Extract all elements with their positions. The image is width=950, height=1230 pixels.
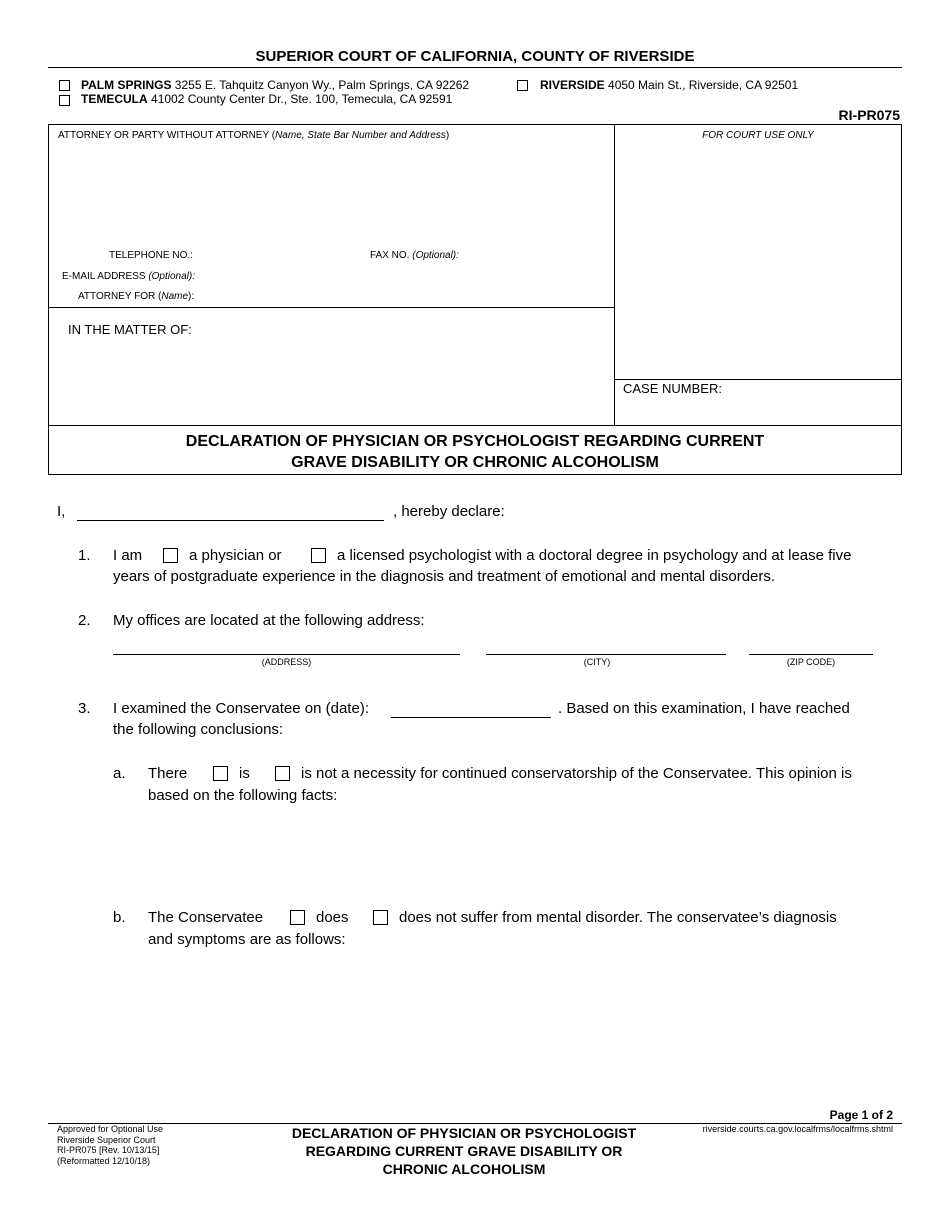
conservatee-label: The Conservatee (148, 909, 264, 926)
is-not-necessity-checkbox[interactable] (275, 766, 290, 781)
palm-springs-location (81, 78, 469, 92)
city-field[interactable] (486, 654, 726, 655)
physician-label: a physician or (189, 547, 282, 564)
email-optional: (Optional): (148, 271, 196, 282)
court-use-label: FOR COURT USE ONLY (702, 130, 814, 141)
matter-of-label: IN THE MATTER OF: (68, 322, 192, 337)
form-title-line2: GRAVE DISABILITY OR CHRONIC ALCOHOLISM (291, 454, 659, 471)
zip-field[interactable] (749, 654, 873, 655)
footer-title-line: CHRONIC ALCOHOLISM (382, 1161, 546, 1177)
does-label: does (316, 909, 349, 926)
exam-conclusion-text: . Based on this examination, I have reached (558, 700, 850, 717)
page-number: Page 1 of 2 (829, 1108, 893, 1122)
attorney-for-text: ATTORNEY FOR ( (78, 291, 162, 302)
item-number: 3. (78, 700, 91, 717)
sub-item-letter: b. (113, 909, 126, 926)
item1-continuation: years of postgraduate experience in the diagnosis and treatment of emotional and mental disorders. (113, 568, 776, 585)
temecula-location (81, 92, 452, 106)
physician-checkbox[interactable] (163, 548, 178, 563)
facts-entry-area[interactable] (148, 808, 876, 903)
footer-title-line: DECLARATION OF PHYSICIAN OR PSYCHOLOGIST (291, 1125, 637, 1141)
approved-block (57, 1124, 163, 1166)
footer-title-line: REGARDING CURRENT GRAVE DISABILITY OR (305, 1143, 623, 1159)
is-not-label: is not a necessity for continued conservatorship of the Conservatee. This opinion is (301, 765, 852, 782)
fax-label-text: FAX NO. (370, 250, 410, 261)
item-number: 1. (78, 547, 91, 564)
exam-date-label: I examined the Conservatee on (date): (113, 700, 369, 717)
item3a-continuation: based on the following facts: (148, 787, 338, 804)
city-caption: (CITY) (583, 657, 611, 667)
telephone-label: TELEPHONE NO.: (109, 250, 193, 261)
form-number: RI-PR075 (838, 107, 900, 123)
declare-prefix: I, (57, 503, 66, 520)
location-address: 4050 Main St., Riverside, CA 92501 (608, 78, 799, 92)
location-name: PALM SPRINGS (81, 78, 172, 92)
approved-line: (Reformatted 12/10/18) (57, 1155, 151, 1166)
attorney-for-italic: Name (161, 291, 189, 302)
party-matter-divider (48, 307, 614, 308)
location-name: TEMECULA (81, 92, 148, 106)
court-header: SUPERIOR COURT OF CALIFORNIA, COUNTY OF RIVERSIDE (255, 48, 695, 65)
does-not-suffer-checkbox[interactable] (373, 910, 388, 925)
attorney-for-end: ): (188, 291, 195, 302)
item3b-continuation: and symptoms are as follows: (148, 931, 346, 948)
location-address: 3255 E. Tahquitz Canyon Wy., Palm Springs, CA 92262 (174, 78, 470, 92)
form-title (48, 431, 902, 473)
location-address: 41002 County Center Dr., Ste. 100, Temecula, CA 92591 (151, 92, 453, 106)
approved-line: RI-PR075 [Rev. 10/13/15] (57, 1145, 160, 1155)
attorney-label (58, 130, 449, 141)
offices-label: My offices are located at the following address: (113, 612, 425, 629)
form-title-line1: DECLARATION OF PHYSICIAN OR PSYCHOLOGIST REGARDING CURRENT (185, 433, 765, 450)
fax-label (370, 250, 459, 261)
is-necessity-checkbox[interactable] (213, 766, 228, 781)
zip-caption: (ZIP CODE) (786, 657, 836, 667)
location-name: RIVERSIDE (540, 78, 605, 92)
attorney-entry-area[interactable] (58, 146, 606, 241)
email-label (62, 271, 195, 282)
temecula-checkbox[interactable] (59, 95, 70, 106)
approved-line: Riverside Superior Court (57, 1134, 156, 1145)
case-number-label: CASE NUMBER: (623, 381, 722, 396)
attorney-label-end: ) (445, 130, 450, 141)
does-suffer-checkbox[interactable] (290, 910, 305, 925)
i-am-label: I am (113, 547, 143, 564)
item3-continuation: the following conclusions: (113, 721, 284, 738)
header-rule (48, 67, 902, 68)
declarant-name-field[interactable] (77, 520, 384, 521)
psychologist-checkbox[interactable] (311, 548, 326, 563)
attorney-label-italic: Name, State Bar Number and Address (275, 130, 446, 141)
fax-optional: (Optional): (412, 250, 459, 261)
approved-line: Approved for Optional Use (57, 1124, 164, 1134)
palm-springs-checkbox[interactable] (59, 80, 70, 91)
attorney-label-text: ATTORNEY OR PARTY WITHOUT ATTORNEY ( (58, 130, 276, 141)
there-label: There (148, 765, 188, 782)
case-number-divider (614, 379, 902, 380)
address-field[interactable] (113, 654, 460, 655)
declare-suffix: , hereby declare: (393, 503, 505, 520)
footer-url: riverside.courts.ca.gov.localfrms/localfrms.shtml (702, 1124, 893, 1134)
item-number: 2. (78, 612, 91, 629)
caption-bottom-rule (48, 425, 902, 426)
email-label-text: E-MAIL ADDRESS (62, 271, 146, 282)
riverside-location (540, 78, 798, 92)
footer-title (254, 1124, 674, 1178)
diagnosis-entry-area[interactable] (148, 952, 876, 1092)
exam-date-field[interactable] (391, 717, 551, 718)
psychologist-label: a licensed psychologist with a doctoral degree in psychology and at lease five (337, 547, 852, 564)
address-caption: (ADDRESS) (261, 657, 312, 667)
does-not-label: does not suffer from mental disorder. The conservatee’s diagnosis (399, 909, 837, 926)
sub-item-letter: a. (113, 765, 126, 782)
riverside-checkbox[interactable] (517, 80, 528, 91)
is-label: is (239, 765, 250, 782)
attorney-for-label (78, 291, 194, 302)
